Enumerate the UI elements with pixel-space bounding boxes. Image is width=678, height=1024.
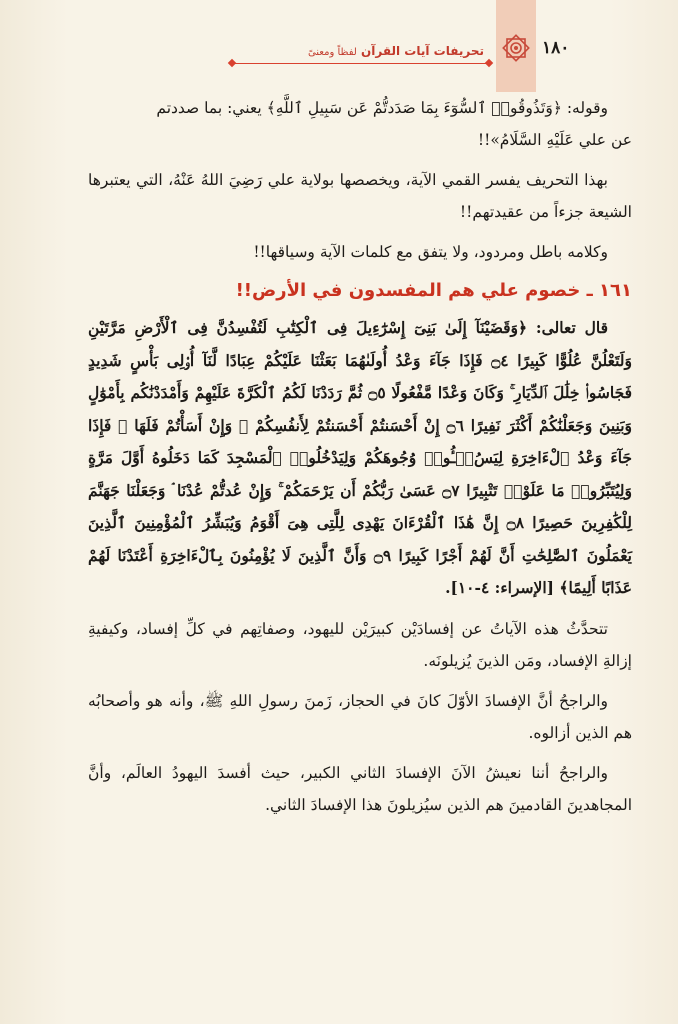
- paragraph: تتحدَّثُ هذه الآياتُ عن إفسادَيْن كبيرَيْن لليهود، وصفاتِهم في كلِّ إفساد، وكيفيةِ إزالةِ الإفساد، ومَن الذينَ يُزيلونَه.: [88, 619, 632, 670]
- header-ornament: [496, 0, 536, 92]
- rule-end-dot: [228, 59, 236, 67]
- quran-verse: قال تعالى: ﴿وَقَضَيْنَآ إِلَىٰ بَنِىٓ إِسْرَٰٓءِيلَ فِى ٱلْكِتَٰبِ لَتُفْسِدُنَّ فِى ٱلْأَرْضِ مَرَّتَيْنِ وَلَتَعْلُنَّ عُلُوًّا كَبِيرًا ۝٤ فَإِذَا جَآءَ وَعْدُ أُولَىٰهُمَا بَعَثْنَا عَلَيْكُمْ عِبَادًا لَّنَآ أُو۟لِى بَأْسٍ شَدِيدٍ فَجَاسُوا۟ خِلَٰلَ ٱلدِّيَارِ ۚ وَكَانَ وَعْدًا مَّفْعُولًا ۝٥ ثُمَّ رَدَدْنَا لَكُمُ ٱلْكَرَّةَ عَلَيْهِمْ وَأَمْدَدْنَٰكُم بِأَمْوَٰلٍ وَبَنِينَ وَجَعَلْنَٰكُمْ أَكْثَرَ نَفِيرًا ۝٦ إِنْ أَحْسَنتُمْ أَحْسَنتُمْ لِأَنفُسِكُمْ ۖ وَإِنْ أَسَأْتُمْ فَلَهَا ۚ فَإِذَا جَآءَ وَعْدُ ٱلْءَاخِرَةِ لِيَسُۥٓـُٔوا۟ وُجُوهَكُمْ وَلِيَدْخُلُوا۟ ٱلْمَسْجِدَ كَمَا دَخَلُوهُ أَوَّلَ مَرَّةٍ وَلِيُتَبِّرُوا۟ مَا عَلَوْا۟ تَتْبِيرًا ۝٧ عَسَىٰ رَبُّكُمْ أَن يَرْحَمَكُمْ ۚ وَإِنْ عُدتُّمْ عُدْنَا ۘ وَجَعَلْنَا جَهَنَّمَ لِلْكَٰفِرِينَ حَصِيرًا ۝٨ إِنَّ هَٰذَا ٱلْقُرْءَانَ يَهْدِى لِلَّتِى هِىَ أَقْوَمُ وَيُبَشِّرُ ٱلْمُؤْمِنِينَ ٱلَّذِينَ يَعْمَلُونَ ٱلصَّٰلِحَٰتِ أَنَّ لَهُمْ أَجْرًا كَبِيرًا ۝٩ وَأَنَّ ٱلَّذِينَ لَا يُؤْمِنُونَ بِٱلْءَاخِرَةِ أَعْتَدْنَا لَهُمْ عَذَابًا أَلِيمًا﴾ [الإسراء: ٤-١٠].: [88, 318, 632, 597]
- rosette-icon: [498, 30, 534, 66]
- paragraph: وكلامه باطل ومردود، ولا يتفق مع كلمات الآية وسياقها!!: [253, 243, 608, 261]
- running-title: تحريفات آيات القرآن: [361, 44, 484, 58]
- paragraph: عن علي عَلَيْهِ السَّلَامُ»!!: [477, 131, 632, 149]
- running-head: [226, 44, 484, 58]
- running-subtitle: لفظاً ومعنىً: [307, 47, 357, 58]
- paragraph: والراجحُ أننا نعيشُ الآنَ الإفسادَ الثاني الكبير، حيث أفسدَ اليهودُ العالَم، وأنَّ المجاهدينَ القادمينَ هم الذين سيُزيلونَ هذا الإفسادَ الثاني.: [88, 763, 632, 814]
- paragraph: والراجحُ أنَّ الإفسادَ الأوّلَ كانَ في الحجاز، زَمنَ رسولِ اللهِ ﷺ، وأنه هو وأصحابُه هم الذين أزالوه.: [88, 691, 632, 742]
- section-title: ١٦١ ـ خصوم علي هم المفسدون في الأرض!!: [235, 280, 632, 301]
- paragraph: وقوله: ﴿وَتَذُوقُوا۟ ٱلسُّوٓءَ بِمَا صَدَدتُّمْ عَن سَبِيلِ ٱللَّهِ﴾ يعني: بما صددتم: [156, 99, 608, 117]
- header-rule: [232, 63, 490, 64]
- rule-end-dot: [485, 59, 493, 67]
- paragraph: بهذا التحريف يفسر القمي الآية، ويخصصها بولاية علي رَضِيَ اللهُ عَنْهُ، التي يعتبرها الشيعة جزءاً من عقيدتهم!!: [88, 171, 632, 221]
- page-body: [88, 92, 632, 821]
- page-number: ١٨٠: [542, 38, 570, 58]
